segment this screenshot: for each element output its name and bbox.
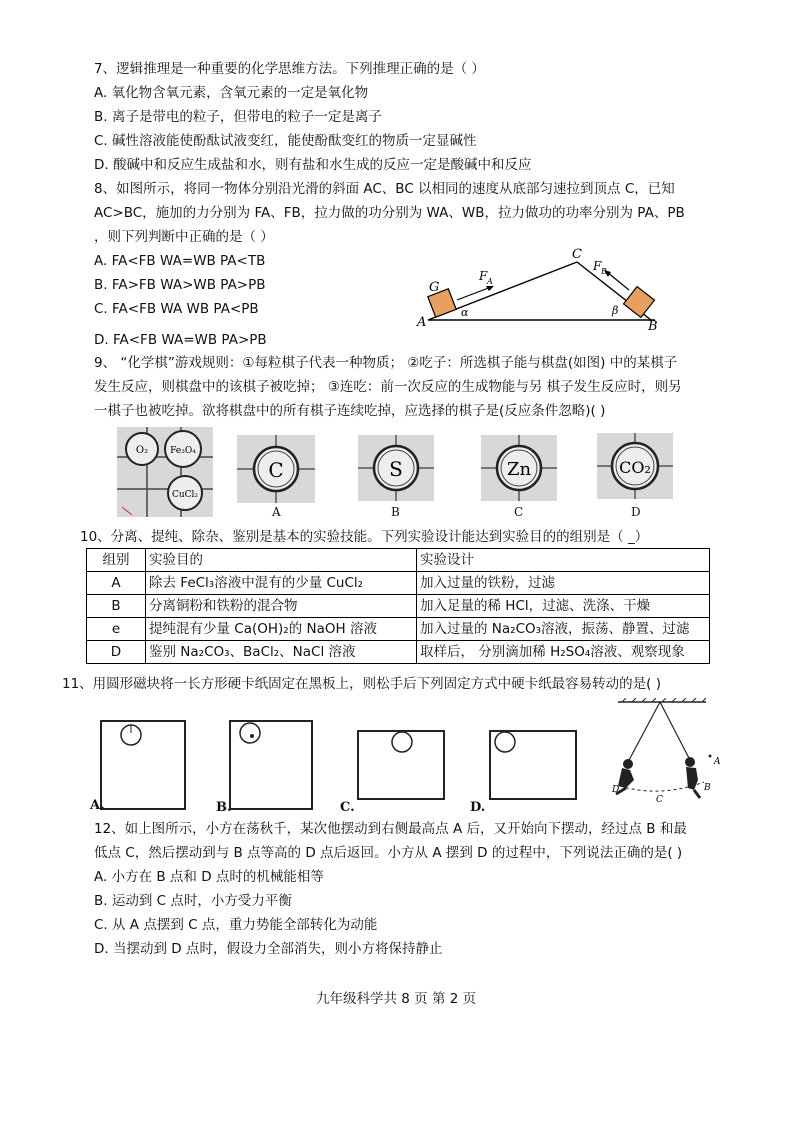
table-row	[87, 572, 710, 595]
swing-label-d: D	[612, 785, 620, 795]
header-design: 实验设计	[417, 549, 710, 572]
swing-diagram	[600, 698, 725, 804]
row-group: D	[87, 641, 146, 664]
q12-option-a: A. 小方在 B 点和 D 点时的机械能相等	[94, 869, 324, 885]
label-a: A	[417, 315, 427, 330]
piece-s-text: S	[389, 457, 403, 481]
card-label-c: C.	[340, 800, 355, 815]
magnet-dot	[250, 734, 254, 738]
magnet-circle	[392, 732, 412, 752]
label-fa-sub: A	[487, 277, 493, 286]
q7-option-c: C. 碱性溶液能使酚酞试液变红，能使酚酞变红的物质一定显碱性	[94, 133, 477, 149]
swing-label-c: C	[656, 795, 663, 804]
table-row	[87, 595, 710, 618]
label-fb-sub: B	[601, 267, 607, 276]
piece-zn	[481, 435, 557, 501]
board-piece-cucl2-label: CuCl₂	[171, 490, 199, 500]
q8-option-a: A. FA<FB WA=WB PA<TB	[94, 253, 266, 269]
table-row	[87, 641, 710, 664]
q7-option-d: D. 酸碱中和反应生成盐和水，则有盐和水生成的反应一定是酸碱中和反应	[94, 157, 532, 173]
q12-option-c: C. 从 A 点摆到 C 点，重力势能全部转化为动能	[94, 917, 378, 933]
q12-stem-line2: 低点 C，然后摆动到与 B 点等高的 D 点后返回。小方从 A 摆到 D 的过程中，下列说法正确的是( )	[94, 845, 683, 861]
header-group: 组别	[87, 549, 146, 572]
page-footer: 九年级科学共 8 页 第 2 页	[316, 991, 477, 1007]
row-design: 加入过量的铁粉，过滤	[417, 572, 710, 595]
board-piece-o2-label: O₂	[135, 445, 149, 456]
q10-table	[86, 548, 710, 664]
q8-option-c: C. FA<FB WA WB PA<PB	[94, 301, 259, 317]
label-fa: F	[479, 269, 488, 283]
swing-label-a: A	[714, 757, 721, 767]
q12-option-d: D. 当摆动到 D 点时，假设力全部消失，则小方将保持静止	[94, 941, 443, 957]
swing-rope-right	[660, 702, 690, 760]
label-c: C	[572, 247, 582, 262]
q9-stem-line1: 9、 “化学棋”游戏规则：①每粒棋子代表一种物质； ②吃子：所选棋子能与棋盘(如图) 中的某棋子	[94, 355, 678, 371]
card-label-a: A.	[90, 798, 105, 813]
child-right-figure	[685, 757, 700, 798]
card-label-b: B.	[216, 800, 232, 815]
row-group: B	[87, 595, 146, 618]
q8-stem-line1: 8、如图所示，将同一物体分别沿光滑的斜面 AC、BC 以相同的速度从底部匀速拉到顶点 C，已知	[94, 181, 675, 197]
piece-zn-text: Zn	[506, 459, 532, 480]
row-group: e	[87, 618, 146, 641]
card-rect	[101, 721, 185, 809]
card-label-d: D.	[470, 800, 486, 815]
row-group: A	[87, 572, 146, 595]
row-purpose: 除去 FeCl₃溶液中混有的少量 CuCl₂	[146, 572, 417, 595]
label-alpha: α	[461, 306, 469, 319]
piece-c	[237, 435, 315, 503]
piece-zn-label: C	[514, 505, 524, 519]
block-on-bc	[624, 287, 655, 318]
row-design: 加入过量的 Na₂CO₃溶液，振荡、静置、过滤	[417, 618, 710, 641]
incline-diagram	[415, 242, 665, 334]
magnet-circle	[495, 732, 515, 752]
row-design: 加入足量的稀 HCl，过滤、洗涤、干燥	[417, 595, 710, 618]
row-purpose: 提纯混有少量 Ca(OH)₂的 NaOH 溶液	[146, 618, 417, 641]
piece-s-label: B	[391, 505, 400, 519]
label-beta: β	[612, 304, 619, 317]
board-piece-fe3o4-label: Fe₃O₄	[170, 446, 196, 456]
card-figure-c	[352, 725, 452, 805]
row-purpose: 鉴别 Na₂CO₃、BaCl₂、NaCl 溶液	[146, 641, 417, 664]
card-figure-d	[484, 725, 584, 805]
q8-option-b: B. FA>FB WA>WB PA>PB	[94, 277, 266, 293]
q8-stem-line2: AC>BC，施加的力分别为 FA、FB，拉力做的功分别为 WA、WB，拉力做功的功率分别为 PA、PB	[94, 205, 685, 221]
q9-stem-line2: 发生反应，则棋盘中的该棋子被吃掉； ③连吃：前一次反应的生成物能与另 棋子发生反应时，则另	[94, 379, 682, 395]
q8-stem-line3: ，则下列判断中正确的是（ ）	[94, 229, 274, 245]
q12-option-b: B. 运动到 C 点时，小方受力平衡	[94, 893, 292, 909]
q11-stem: 11、用圆形磁块将一长方形硬卡纸固定在黑板上，则松手后下列固定方式中硬卡纸最容易转动的是( )	[62, 676, 662, 692]
row-purpose: 分离铜粉和铁粉的混合物	[146, 595, 417, 618]
q9-stem-line3: 一棋子也被吃掉。欲将棋盘中的所有棋子连续吃掉，应选择的棋子是(反应条件忽略)( )	[94, 403, 606, 419]
magnet-circle	[240, 723, 260, 743]
q8-option-d: D. FA<FB WA=WB PA>PB	[94, 332, 267, 348]
piece-c-text: C	[268, 458, 284, 482]
label-fb: F	[593, 259, 602, 273]
piece-co2-label: D	[631, 505, 641, 519]
swing-label-b: B	[704, 783, 711, 793]
table-row	[87, 618, 710, 641]
row-design: 取样后， 分别滴加稀 H₂SO₄溶液、观察现象	[417, 641, 710, 664]
header-purpose: 实验目的	[146, 549, 417, 572]
q7-option-a: A. 氧化物含氧元素，含氧元素的一定是氧化物	[94, 85, 369, 101]
card-figure-a	[90, 715, 200, 815]
q7-option-b: B. 离子是带电的粒子，但带电的粒子一定是离子	[94, 109, 382, 125]
swing-rope-left	[628, 702, 660, 762]
q12-stem-line1: 12、如上图所示，小方在荡秋千，某次他摆动到右侧最高点 A 后，又开始向下摆动，经过点 B 和最	[94, 821, 687, 837]
label-b: B	[648, 319, 658, 334]
point-a-marker	[709, 755, 712, 758]
piece-co2	[597, 433, 673, 499]
chess-board	[117, 427, 213, 517]
piece-co2-text: CO₂	[619, 458, 651, 477]
q7-stem: 7、逻辑推理是一种重要的化学思维方法。下列推理正确的是（ ）	[94, 61, 485, 77]
q10-stem: 10、分离、提纯、除杂、鉴别是基本的实验技能。下列实验设计能达到实验目的的组别是（ _）	[80, 529, 649, 545]
piece-s	[358, 435, 434, 501]
label-g: G	[429, 280, 440, 295]
piece-c-label: A	[272, 505, 281, 519]
table-header-row	[87, 549, 710, 572]
